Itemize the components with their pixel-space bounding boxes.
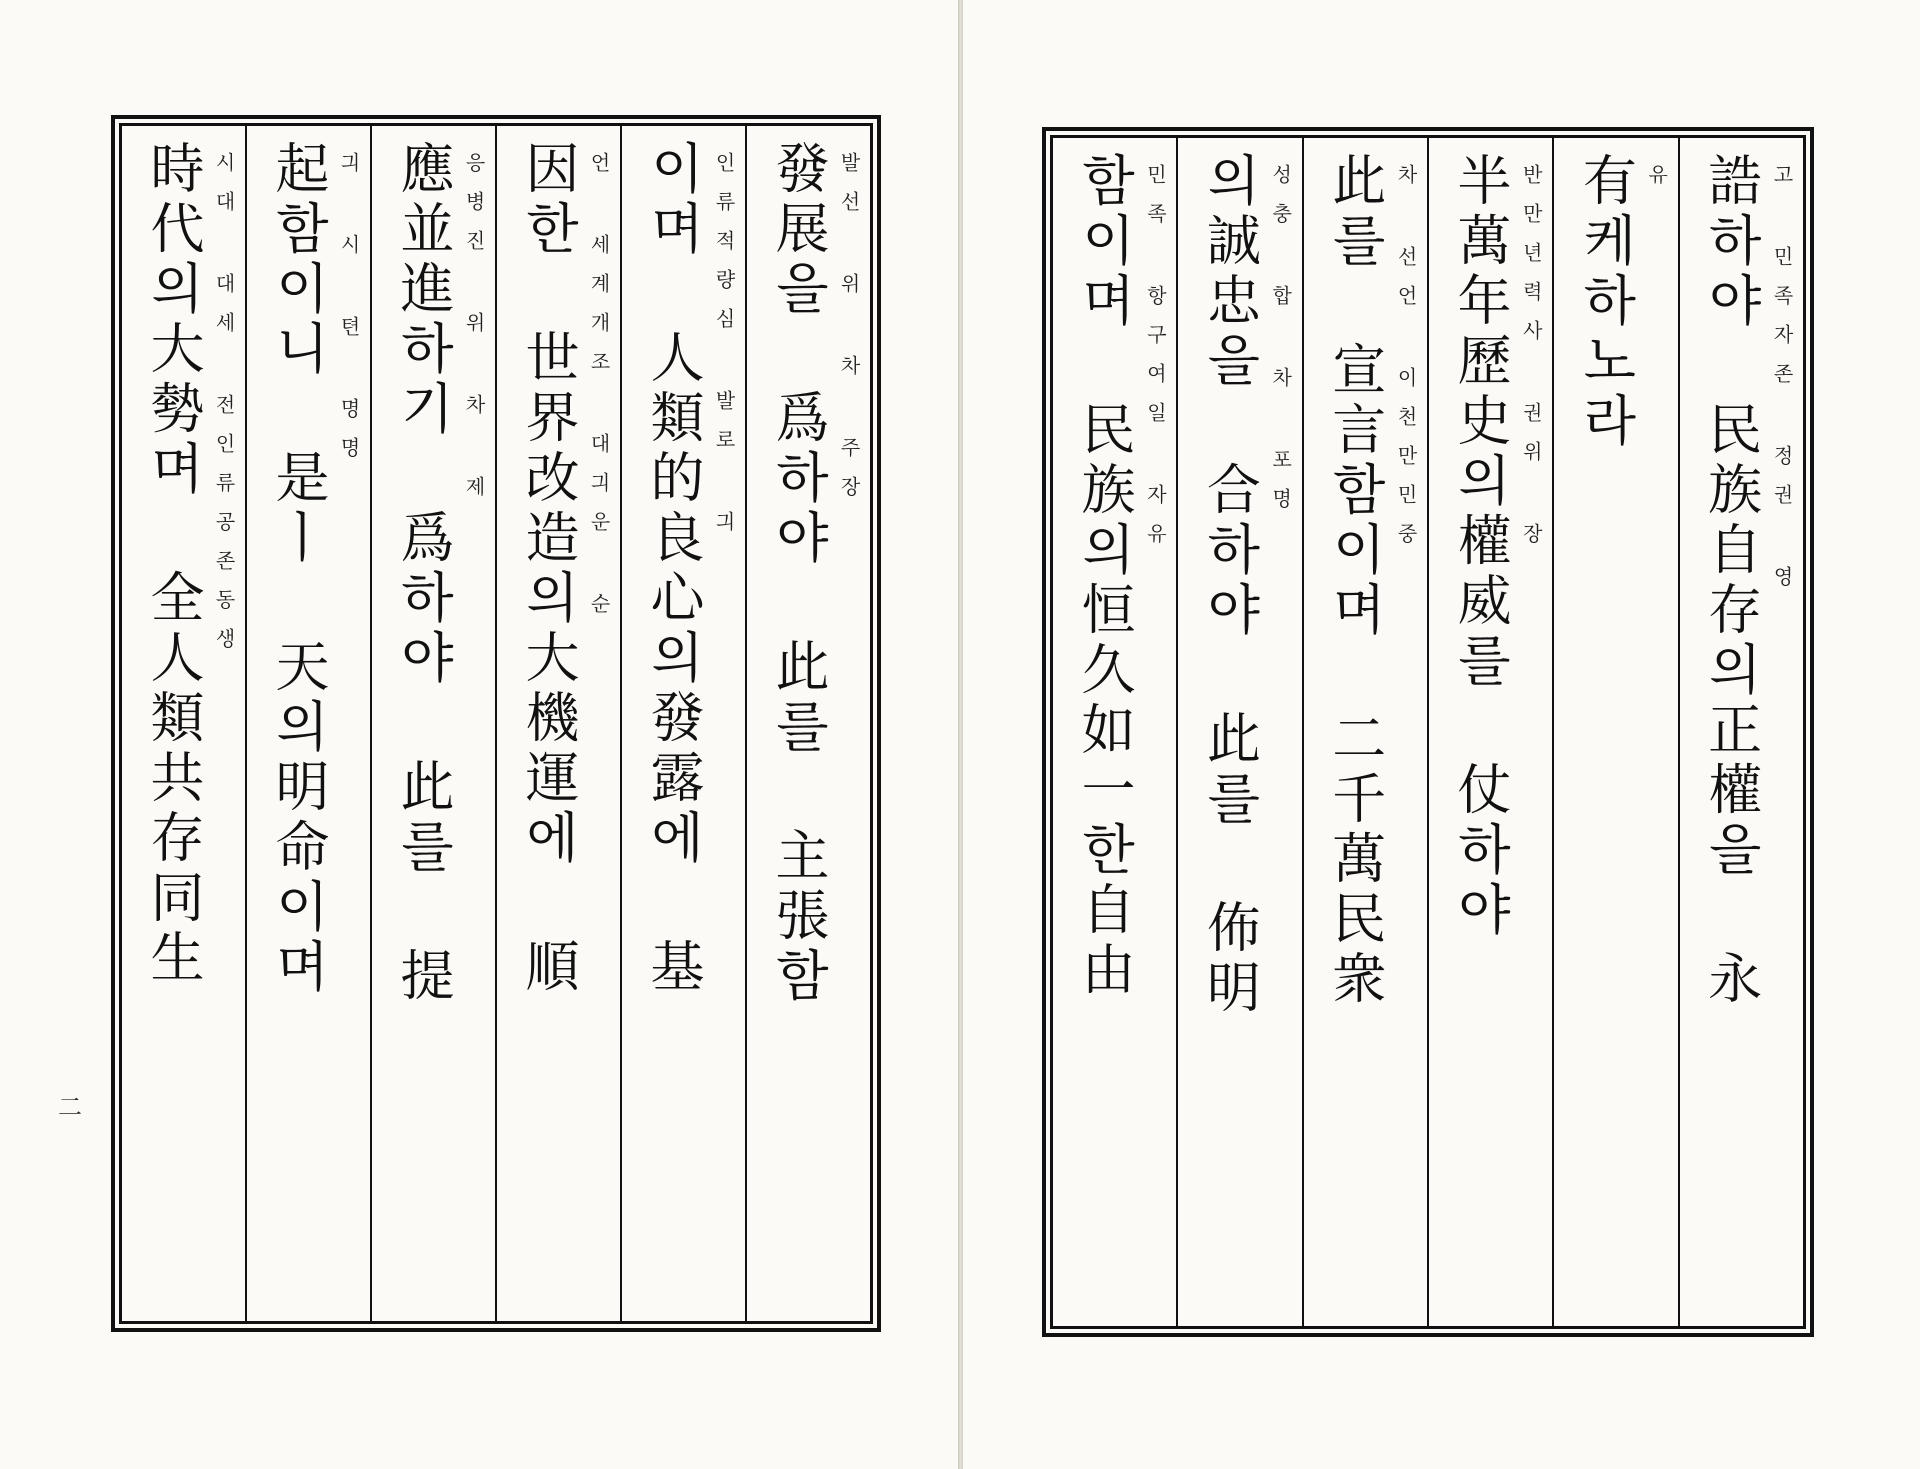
text-column	[1053, 138, 1176, 1326]
column-main-text: 함이며 民族의恒久如一한自由	[1073, 152, 1137, 1001]
column-main-text: 의誠忠을 合하야 此를 佈明	[1198, 152, 1262, 1019]
left-page	[0, 0, 958, 1469]
text-column	[620, 126, 745, 1321]
text-column	[1678, 138, 1803, 1326]
column-main-text: 이며 人類的良心의發露에 基	[642, 140, 705, 998]
column-reading-gloss: 긔 시 텬 명명	[337, 152, 361, 476]
text-column	[495, 126, 620, 1321]
text-column	[122, 126, 245, 1321]
right-page	[963, 0, 1920, 1469]
column-reading-gloss: 인류적량심 발로 긔	[712, 152, 736, 550]
column-reading-gloss: 응병진 위 차 제	[462, 152, 486, 515]
text-column	[1302, 138, 1427, 1326]
text-column	[1552, 138, 1677, 1326]
column-main-text: 半萬年歷史의權威를 仗하야	[1449, 152, 1513, 941]
right-column-grid	[1050, 135, 1806, 1329]
column-reading-gloss: 성충 합 차 포명	[1268, 164, 1293, 527]
column-main-text: 發展을 爲하야 此를 主張함	[767, 140, 830, 1007]
column-main-text: 應並進하기 爲하야 此를 提	[392, 140, 455, 1007]
column-reading-gloss: 차 선언 이천만민중	[1394, 164, 1419, 562]
column-main-text: 因한 世界改造의大機運에 順	[517, 140, 580, 998]
column-reading-gloss: 고 민족자존 정권 영	[1770, 164, 1794, 605]
left-column-grid	[119, 123, 873, 1324]
column-reading-gloss: 시대 대세 전인류공존동생	[212, 152, 236, 667]
column-reading-gloss: 민족 항구여일 자유	[1143, 164, 1168, 562]
column-main-text: 此를 宣言함이며 二千萬民衆	[1323, 152, 1387, 1010]
text-column	[245, 126, 370, 1321]
text-column	[1427, 138, 1552, 1326]
text-column	[745, 126, 870, 1321]
column-reading-gloss: 반만년력사 권위 장	[1519, 164, 1544, 562]
column-reading-gloss: 유	[1644, 164, 1669, 203]
column-main-text: 時代의大勢며 全人類共存同生	[142, 140, 205, 989]
left-text-frame	[111, 115, 881, 1332]
column-reading-gloss: 발선 위 차 주장	[837, 152, 861, 515]
text-column	[370, 126, 495, 1321]
text-column	[1176, 138, 1301, 1326]
column-reading-gloss: 언 세계개조 대긔운 순	[587, 152, 611, 632]
column-main-text: 有케하노라	[1574, 152, 1638, 452]
page-number: 二	[58, 1093, 82, 1121]
column-main-text: 誥하야 民族自存의正權을 永	[1699, 152, 1763, 1010]
column-main-text: 起함이니 是ㅣ 天의明命이며	[267, 140, 330, 998]
right-text-frame	[1042, 127, 1814, 1337]
